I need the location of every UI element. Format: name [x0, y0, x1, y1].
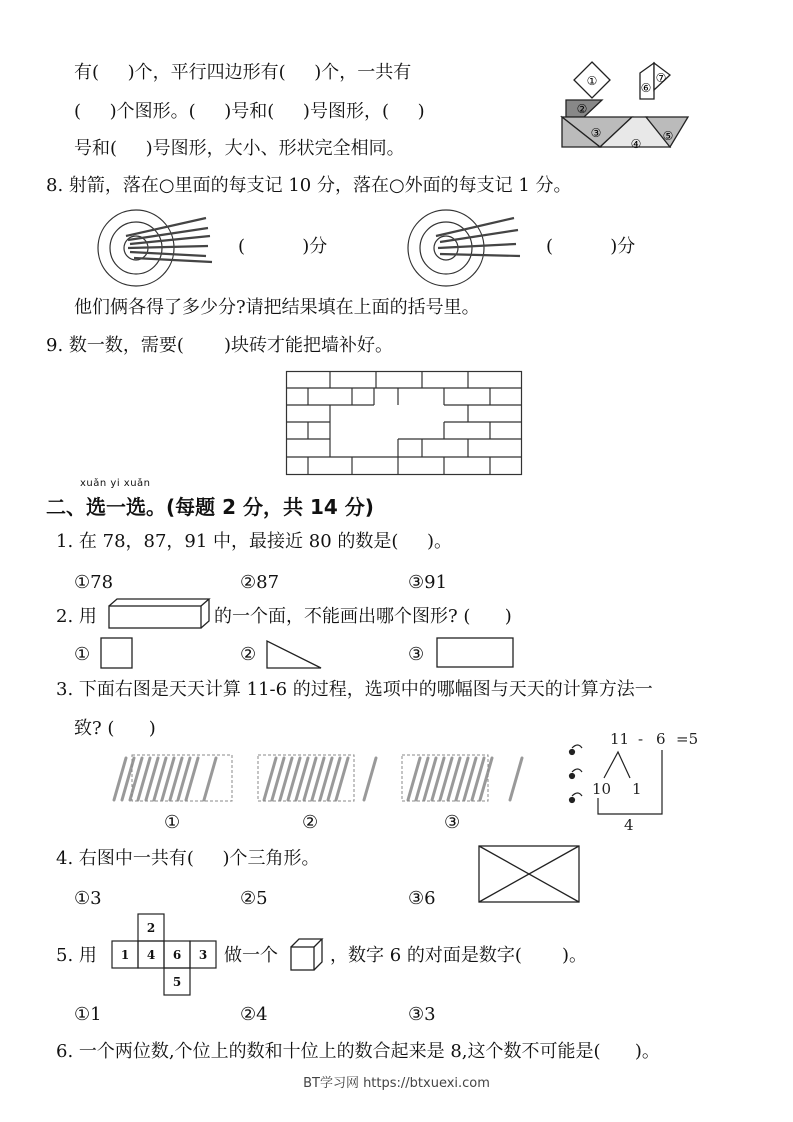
c5-text-post: 做一个: [224, 945, 278, 966]
cube-icon: [290, 938, 324, 972]
sticks-option-3-figure: [398, 752, 538, 804]
tangram-label-5: ⑤: [662, 129, 674, 143]
c2-text-post: 的一个面，不能画出哪个图形? ( ): [214, 606, 512, 627]
c5-option-1[interactable]: ①1: [74, 1004, 102, 1025]
q8-followup: 他们俩各得了多少分?请把结果填在上面的括号里。: [74, 297, 480, 318]
q8-answer-b: ( )分: [546, 236, 636, 257]
net-face-4: 4: [146, 948, 156, 962]
calc-expr-b: 6: [656, 730, 666, 748]
cuboid-icon: [108, 598, 212, 630]
calc-expr-a: 11: [610, 730, 630, 748]
c3-line2: 致? ( ): [74, 718, 156, 739]
c4-option-2[interactable]: ②5: [240, 888, 268, 909]
sticks-option-2-figure: [254, 752, 394, 804]
c1-option-1[interactable]: ①78: [74, 572, 114, 593]
sticks-option-1-figure: [104, 752, 244, 804]
c4-option-1[interactable]: ①3: [74, 888, 102, 909]
c4-option-3[interactable]: ③6: [408, 888, 436, 909]
tangram-figure: [560, 55, 695, 167]
calc-expr-op: -: [638, 730, 644, 748]
net-face-3: 3: [198, 948, 208, 962]
section2-pinyin: xuǎn yi xuǎn: [80, 478, 151, 489]
rectangle-shape-icon: [436, 637, 516, 669]
tangram-label-2: ②: [576, 102, 588, 116]
c3-line1: 3. 下面右图是天天计算 11-6 的过程，选项中的哪幅图与天天的计算方法一: [56, 679, 653, 700]
footer-watermark: BT学习网 https://btxuexi.com: [303, 1076, 490, 1091]
calc-split-b: 1: [632, 780, 642, 798]
tangram-label-1: ①: [586, 74, 598, 88]
c2-option-1[interactable]: ①: [74, 644, 91, 665]
c5-text-pre: 5. 用: [56, 945, 97, 966]
net-face-2: 2: [146, 921, 156, 935]
triangles-rectangle-figure: [478, 845, 582, 905]
c4-text: 4. 右图中一共有( )个三角形。: [56, 848, 320, 869]
c2-text-pre: 2. 用: [56, 606, 97, 627]
q7-line1: 有( )个，平行四边形有( )个，一共有: [74, 62, 412, 83]
section2-title: 二、选一选。(每题 2 分，共 14 分): [46, 495, 374, 519]
c2-option-2[interactable]: ②: [240, 644, 257, 665]
tangram-label-3: ③: [590, 126, 602, 140]
net-face-6: 6: [172, 948, 182, 962]
brick-wall-figure: [286, 371, 522, 475]
c2-option-3[interactable]: ③: [408, 644, 425, 665]
c3-option-2[interactable]: ②: [302, 812, 319, 833]
c5-text-end: ，数字 6 的对面是数字( )。: [330, 945, 587, 966]
q8-text: 8. 射箭，落在○里面的每支记 10 分，落在○外面的每支记 1 分。: [46, 175, 572, 196]
calc-bottom: 4: [624, 816, 634, 834]
tangram-label-6: ⑥: [640, 81, 652, 95]
q9-text: 9. 数一数，需要( )块砖才能把墙补好。: [46, 335, 393, 356]
c5-option-3[interactable]: ③3: [408, 1004, 436, 1025]
square-shape-icon: [100, 637, 134, 671]
c5-option-2[interactable]: ②4: [240, 1004, 268, 1025]
triangle-shape-icon: [266, 640, 324, 670]
c3-option-1[interactable]: ①: [164, 812, 181, 833]
q8-answer-a: ( )分: [238, 236, 328, 257]
c1-option-3[interactable]: ③91: [408, 572, 448, 593]
c1-option-2[interactable]: ②87: [240, 572, 280, 593]
net-face-1: 1: [120, 948, 130, 962]
tangram-label-4: ④: [630, 137, 642, 151]
q7-line2: ( )个图形。( )号和( )号图形，( ): [74, 101, 425, 122]
calc-expr-eq: =5: [676, 730, 699, 748]
c6-text: 6. 一个两位数,个位上的数和十位上的数合起来是 8,这个数不可能是( )。: [56, 1041, 660, 1062]
target-b-figure: [404, 206, 534, 286]
target-a-figure: [94, 206, 224, 286]
tangram-label-7: ⑦: [655, 71, 667, 85]
c1-text: 1. 在 78，87，91 中，最接近 80 的数是( )。: [56, 531, 453, 552]
cube-net-figure: [108, 913, 220, 997]
calc-diagram-figure: [566, 728, 736, 838]
c3-option-3[interactable]: ③: [444, 812, 461, 833]
q7-line3: 号和( )号图形，大小、形状完全相同。: [74, 138, 405, 159]
net-face-5: 5: [172, 975, 182, 989]
calc-split-a: 10: [592, 780, 612, 798]
